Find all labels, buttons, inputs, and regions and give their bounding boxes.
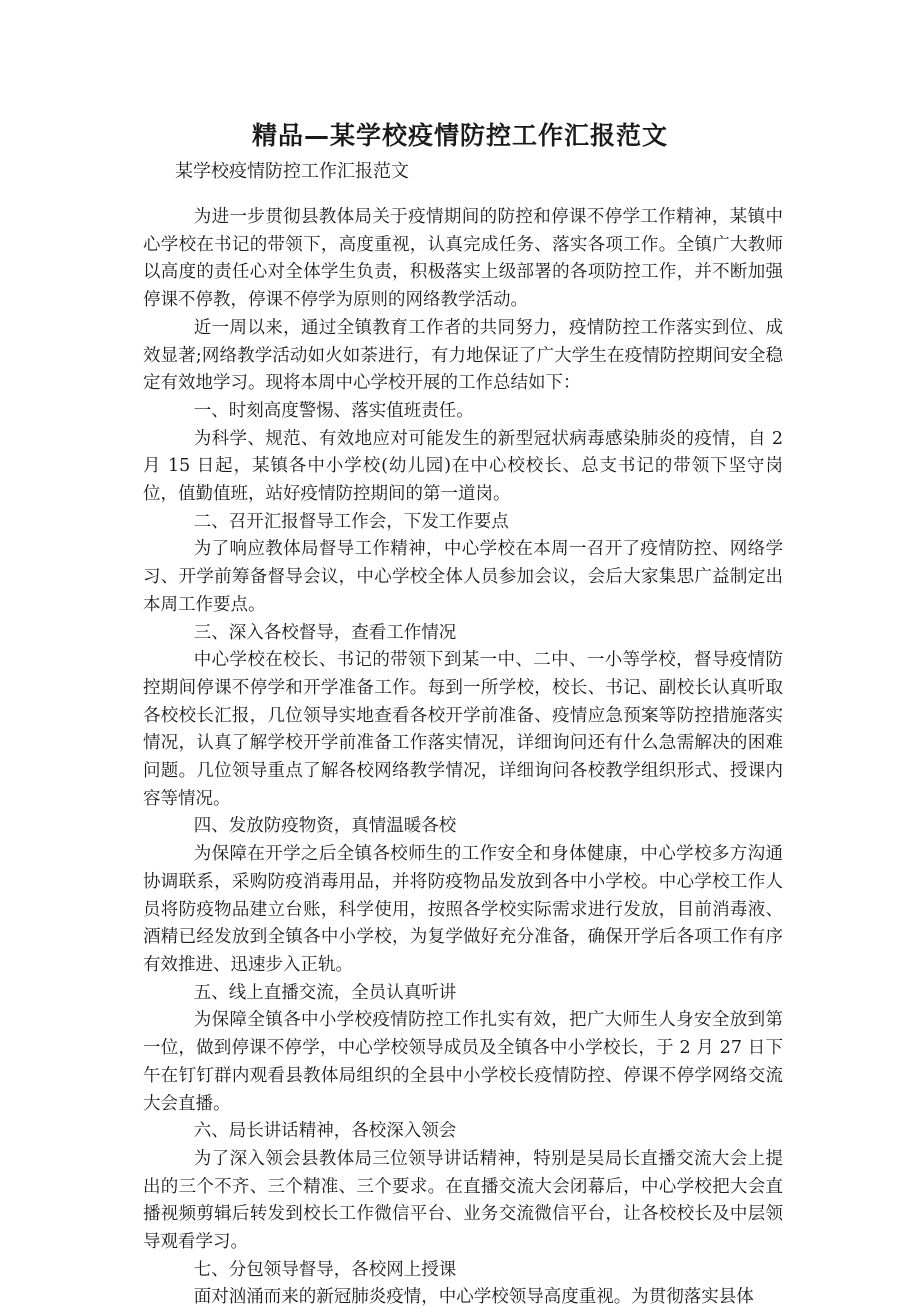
section-heading: 四、发放防疫物资，真情温暖各校 (193, 816, 457, 837)
document-body (143, 204, 783, 1312)
document-subtitle: 某学校疫情防控工作汇报范文 (175, 161, 409, 182)
section-heading: 六、局长讲话精神，各校深入领会 (193, 1121, 457, 1142)
body-paragraph: 近一周以来，通过全镇教育工作者的共同努力，疫情防控工作落实到位、成效显著;网络教学活动如火如荼进行，有力地保证了广大学生在疫情防控期间安全稳定有效地学习。现将本周中心学校开展的工作总结如下： (143, 317, 783, 394)
section-heading: 七、分包领导督导，各校网上授课 (193, 1259, 457, 1280)
body-paragraph: 中心学校在校长、书记的带领下到某一中、二中、一小等学校，督导疫情防控期间停课不停学和开学准备工作。每到一所学校，校长、书记、副校长认真听取各校校长汇报，几位领导实地查看各校开学前准备、疫情应急预案等防控措施落实情况，认真了解学校开学前准备工作落实情况，详细询问还有什么急需解决的困难问题。几位领导重点了解各校网络教学情况，详细询问各校教学组织形式、授课内容等情况。 (143, 650, 783, 809)
body-paragraph: 为了深入领会县教体局三位领导讲话精神，特别是吴局长直播交流大会上提出的三个不齐、三个精准、三个要求。在直播交流大会闭幕后，中心学校把大会直播视频剪辑后转发到校长工作微信平台、业务交流微信平台，让各校校长及中层领导观看学习。 (143, 1148, 783, 1253)
section-heading: 五、线上直播交流，全员认真听讲 (193, 982, 457, 1003)
body-paragraph: 为科学、规范、有效地应对可能发生的新型冠状病毒感染肺炎的疫情，自 2 月 15 日起，某镇各中小学校(幼儿园)在中心校校长、总支书记的带领下坚守岗位，值勤值班，站好疫情防控期间的第一道岗。 (143, 428, 783, 505)
body-paragraph: 为保障全镇各中小学校疫情防控工作扎实有效，把广大师生人身安全放到第一位，做到停课不停学，中心学校领导成员及全镇各中小学校长，于 2 月 27 日下午在钉钉群内观看县教体局组织的全县中小学校长疫情防控、停课不停学网络交流大会直播。 (143, 1010, 783, 1114)
body-paragraph: 为进一步贯彻县教体局关于疫情期间的防控和停课不停学工作精神，某镇中心学校在书记的带领下，高度重视，认真完成任务、落实各项工作。全镇广大教师以高度的责任心对全体学生负责，积极落实上级部署的各项防控工作，并不断加强停课不停教，停课不停学为原则的网络教学活动。 (143, 207, 783, 311)
section-heading: 二、召开汇报督导工作会，下发工作要点 (193, 511, 509, 532)
document-title: 精品—某学校疫情防控工作汇报范文 (251, 121, 668, 150)
body-paragraph: 为保障在开学之后全镇各校师生的工作安全和身体健康，中心学校多方沟通协调联系，采购防疫消毒用品，并将防疫物品发放到各中小学校。中心学校工作人员将防疫物品建立台账，科学使用，按照各学校实际需求进行发放，目前消毒液、酒精已经发放到全镇各中小学校，为复学做好充分准备，确保开学后各项工作有序有效推进、迅速步入正轨。 (143, 844, 783, 975)
section-heading: 一、时刻高度警惕、落实值班责任。 (193, 400, 474, 421)
body-paragraph: 面对汹涌而来的新冠肺炎疫情，中心学校领导高度重视。为贯彻落实县体 (193, 1287, 754, 1308)
body-paragraph: 为了响应教体局督导工作精神，中心学校在本周一召开了疫情防控、网络学习、开学前筹备督导会议，中心学校全体人员参加会议，会后大家集思广益制定出本周工作要点。 (143, 539, 783, 615)
section-heading: 三、深入各校督导，查看工作情况 (193, 622, 457, 643)
